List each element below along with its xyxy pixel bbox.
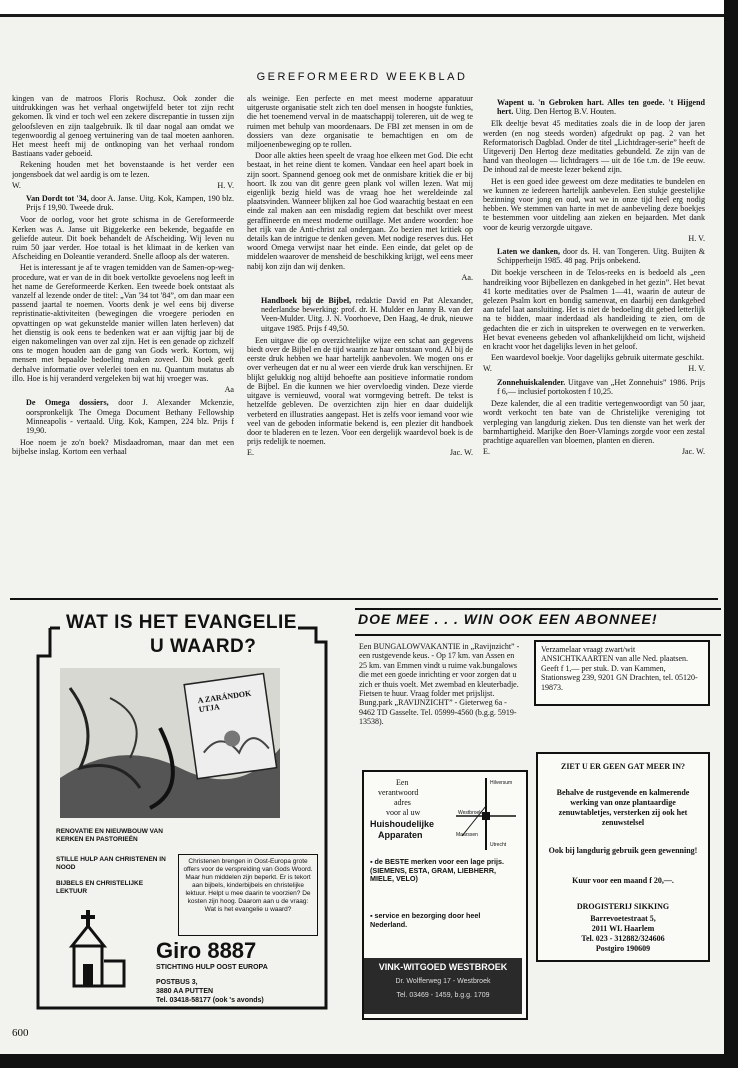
paragraph: Dit boekje verscheen in de Telos-reeks en is bedoeld als „een handreiking voor Bijbellezen en dankgebed in het gezin”. Het bevat 41 korte meditaties over de Psalmen 1—41, waarin de auteur de gelezen Psalm kort en bondig samenvat, en daarbij een dankgebed aan tafel laat aansluiting. Het is niet de bedoeling dit gebed letterlijk na te bidden, maar inderdaad als handleiding te zien, om de gedachten die er zich in uitspreken te overwegen en te verwerken. Het bevat eveneens gebeden vol afhankelijkheid om licht, wijsheid en kracht voor het dagelijks leven in het geloof.	[483, 268, 705, 352]
signature-right: Aa	[224, 385, 234, 395]
ad-line: verantwoord	[378, 788, 419, 797]
shop-name: VINK-WITGOED WESTBROEK	[378, 962, 508, 972]
ad-drogisterij-sikking	[536, 752, 710, 962]
page-number: 600	[12, 1027, 29, 1039]
signature-right: H. V.	[688, 233, 705, 243]
scan-top-edge	[0, 14, 738, 17]
ad-line: Huishoudelijke	[370, 819, 435, 829]
map-label-hilversum: Hilversum	[490, 780, 513, 786]
map-label-maarssen: Maarssen	[456, 832, 478, 838]
church-icon	[66, 906, 136, 1006]
ad-kaarten-text: Verzamelaar vraagt zwart/wit ANSICHTKAARTEN van alle Ned. plaatsen. Geeft f 1,— per stuk. D. van Kammen, Stationsweg 239, 9201 GN Drachten, tel. 05120-19873.	[541, 645, 698, 692]
ad-bungalow-text: Een BUNGALOWVAKANTIE in „Ravijnzicht” - een rustgevende keus. - Op 17 km. van Assen en 25 km. van Emmen vindt u ruime vak.bungalows die met een goede inrichting er voor zorgen dat u zich er thuis voelt. Met zwembad en kleuterbadje. Fietsen te huur. Vraag folder met prijslijst. Bung.park „RAVIJNZICHT” - Gieterweg 6a - 9462 TD Gasselte. Tel. 05999-4560 (b.g.g. 5919-13538).	[359, 642, 520, 727]
signature-right: H. V.	[688, 364, 705, 374]
shop-phone: Tel. 03469 - 1459, b.g.g. 1709	[396, 992, 490, 999]
giro-number: Giro 8887	[156, 938, 257, 963]
ad-item-renovatie: RENOVATIE EN NIEUWBOUW VAN KERKEN EN PASTORIEËN	[56, 828, 163, 843]
review-heading	[12, 398, 234, 435]
review-title: De Omega dossiers,	[26, 398, 109, 408]
review-meta: door ds. H. van Tongeren. Uitg. Buijten & Schipperheijn 1985. 48 pag. Prijs onbekend.	[497, 247, 705, 266]
paragraph: kingen van de matroos Floris Rochusz. Ook zonder die uitdrukkingen was het verhaal ongetwijfeld beter tot zijn recht gekomen. Ik vind er toch wel een zekere discrepantie in tussen zijn geloofsleven en zijn taalgebruik. Ik til daar nogal aan omdat we tegenwoordig al genoeg vertuinering van de taal moeten aanhoren. Het meest heeft mij de ontknoping van het verhaal rondom Bastiaans vader geboeid.	[12, 94, 234, 159]
signature	[483, 447, 705, 456]
map-label-westbroek: Westbroek	[458, 810, 482, 816]
ad-bullet-1: ▪ de BESTE merken voor een lage prijs. (SIEMENS, ESTA, GRAM, LIEBHERR, MIELE, VELO)	[370, 857, 504, 884]
review-title: Handboek bij de Bijbel,	[261, 296, 352, 306]
ad-body-text: Christenen brengen in Oost-Europa grote offers voor de verspreiding van Gods Woord. Maar hun middelen zijn beperkt. Er is tekort aan bijbels, kinderbijbels en christelijke lektuur. Helpt u mee daarin te voorzien? De kosten zijn hoog. Daarom aan u de vraag: Wat is het evangelie u waard?	[178, 854, 318, 936]
scan-bottom-edge	[0, 1054, 738, 1068]
ad-sikking-line-4: Kuur voor een maand f 20,—.	[572, 876, 674, 885]
review-title: Zonnehuiskalender.	[497, 377, 566, 387]
review-heading	[483, 98, 705, 116]
ad-bullet-2: ▪ service en bezorging door heel Nederland.	[370, 911, 481, 929]
signature	[483, 364, 705, 373]
ad-sikking-line-2: Behalve de rustgevende en kalmerende werking van onze plantaardige zenuwtabletjes, versterken zij ook het zenuwstelsel	[556, 788, 690, 827]
bullet-text: service en bezorging door heel Nederland.	[370, 911, 481, 929]
paragraph: Rekening houden met het bovenstaande is het verder een jongensboek dat wel aardig is om te lezen.	[12, 160, 234, 179]
signature	[247, 273, 473, 282]
review-meta: Uitgave van „Het Zonnehuis” 1986. Prijs f 6,— inclusief portokosten f 10,25.	[497, 377, 705, 396]
paragraph: Het is een goed idee geweest om deze meditaties te bundelen en we kunnen ze iedereen hartelijk aanbevelen. Een stukje geestelijke bezinning voor jong en oud, wat we in onze tijd heel erg nodig hebben. We stemmen van harte in met de aanbeveling deze boekjes te bestemmen voor uitdeling aan zieken en bejaarden. Met dank voor de keurig verzorgde uitgave.	[483, 176, 705, 232]
bullet-text: de BESTE merken voor een lage prijs. (SIEMENS, ESTA, GRAM, LIEBHERR, MIELE, VELO)	[370, 857, 504, 884]
paragraph: Door alle akties heen speelt de vraag hoe elkeen met God. Die echt bestaat, in het reine dient te komen. Vandaar een heel apart boek in zijn soort. Spannend genoeg ook met de onmisbare kritiek die er bij hoort. Ik zou van dit genre geen plank vol willen lezen. Wat mij eigenlijk bezig hield was de vraag hoe het wereldeinde zal plaatsvinden. Wanneer blijken zal hoe God waarachtig bestaat en een einde zal maken aan een misdadig regiem dat beschikt over meest geraffineerde en meest moderne outillage. Met andere woorden: hoe het rijk van de Anti-christ zal ondergaan. Zo bezien met kritiek op details kan de intrigue te denken geven. Met nodige reserves dus. Het woord Omega verwijst naar het einde. Een einde, dat gelet op de middelen waarover de mensheid de beschikking krijgt, wel eens meer nabij kon zijn dan wij denken.	[247, 151, 473, 271]
ad-line: Apparaten	[378, 830, 423, 840]
signature-right: H. V.	[217, 180, 234, 190]
ad-sikking-giro: Postgiro 190609	[595, 944, 651, 953]
review-meta: Uitg. Den Hertog B.V. Houten.	[515, 107, 616, 117]
ad-sikking-city: 2011 WL Haarlem	[591, 924, 655, 933]
ad-bungalow-ravijnzicht	[355, 640, 527, 754]
stichting-name: STICHTING HULP OOST EUROPA	[156, 964, 268, 971]
book-title: A ZARÁNDOK UTJA	[197, 688, 252, 715]
signature	[483, 234, 705, 243]
ad-line: adres	[394, 798, 411, 807]
review-meta: redaktie David en Pat Alexander, nederlandse bewerking: prof. dr. H. Mulder en Janny B. van der Veen-Mulder. Uitg. J. N. Voorhoeve, Den Haag, 4e druk, nieuwe uitgave 1985. Prijs f 49,50.	[261, 296, 473, 333]
signature	[247, 448, 473, 457]
section-divider	[10, 598, 718, 600]
review-heading	[483, 378, 705, 396]
review-meta: door J. Alexander Mckenzie, oorspronkelijk The Omega Document Bethany Fellowship Minneapolis - vertaald. Uitg. Kok, Kampen, 224 blz. Prijs f 19,90.	[26, 398, 234, 435]
ad-hulp-oost-europa	[30, 606, 338, 1018]
review-title: Van Dordt tot '34,	[26, 194, 89, 204]
signature-left: E.	[483, 447, 490, 457]
signature	[12, 385, 234, 394]
signature-right: Jac. W.	[449, 448, 473, 458]
masthead: GEREFORMEERD WEEKBLAD	[256, 71, 468, 83]
ad-ansichtkaarten	[534, 640, 710, 706]
ad-headline-1: WAT IS HET EVANGELIE	[66, 612, 297, 633]
paragraph: Hoe noem je zo'n boek? Misdaadroman, maar dan met een bijbelse inslag. Kortom een verhaal	[12, 438, 234, 457]
ad-item-stille-hulp: STILLE HULP AAN CHRISTENEN IN NOOD	[56, 856, 166, 871]
ad-sikking-phone: Tel. 023 - 312882/324606	[581, 934, 665, 943]
signature	[12, 181, 234, 190]
review-heading	[247, 296, 473, 333]
paragraph: Elk deeltje bevat 45 meditaties zoals die in de loop der jaren werden (en nog steeds worden) afgedrukt op pag. 2 van het Reformatorisch Dagblad. Onder de titel „Lichtdrager-serie” heeft de Uitgeverij Den Hertog deze meditaties gebundeld. Ze zijn van de hand van theologen — lichtdragers — uit de 16e t.m. de 19e eeuw. De inhoud zal de meeste lezer bekend zijn.	[483, 119, 705, 175]
review-heading	[483, 247, 705, 265]
ad-sikking-shop: DROGISTERIJ SIKKING	[576, 902, 670, 911]
paragraph: Deze kalender, die al een traditie vertegenwoordigt van 50 jaar, wordt verkocht ten bate van de Christelijke vereniging tot verpleging van langdurig zieken. Dus ten dienste van het werk der barmhartigheid. Marijke den Boer-Vlamings zorgde voor een zestal prachtige aquarellen van bloemen, planten en dieren.	[483, 399, 705, 445]
review-meta: door A. Janse. Uitg. Kok, Kampen, 190 blz. Prijs f 19,90. Tweede druk.	[26, 194, 234, 213]
ad-line: voor al uw	[386, 808, 421, 817]
ad-line: Een	[396, 778, 409, 787]
paragraph: Een waardevol boekje. Voor dagelijks gebruik uitermate geschikt.	[491, 353, 704, 363]
column-1	[12, 94, 234, 596]
phone-number: Tel. 03418-58177 (ook 's avonds)	[156, 997, 264, 1004]
ad-sikking-street: Barrevoetestraat 5,	[590, 914, 656, 923]
signature-left: W.	[12, 180, 21, 190]
paragraph: Het is interessant je af te vragen temidden van de Samen-op-weg-procedure, wat er van de in dit boek vertolkte gevoelens nog leeft in het name de Gereformeerde Kerken. Een tweede boek ontstaat als vanzelf al lezende onder de titel: „Van '34 tot '84”, om dan maar een passend jaartal te noemen. Voorts denk je wel eens bij diverse repristinatie-aktiviteiten (bewegingen die vroegere perioden en opvattingen op wat gekunstelde manier willen laten herleven) dat het dienstig is ook eens te bedenken wat er aan vijftig jaar bij de eigen nakomelingen van over zal zijn. Het is een genade op zichzelf ons te mogen houden aan de gang van Gods werk. Kortom, wij mensen met bepaalde bedoeling maken zoveel. Dit boek geeft derhalve informatie over velerlei toen en nu. Quantum mutatus ab illo. Hoe is hij veranderd vergeleken bij wat hij vroeger was.	[12, 263, 234, 383]
ad-sikking-line-3: Ook bij langdurig gebruik geen gewenning!	[548, 846, 698, 855]
column-3	[483, 94, 705, 596]
paragraph: Een uitgave die op overzichtelijke wijze een schat aan gegevens biedt over de Bijbel en de tijd waarin ze haar ontstaan vond. Al bij de eerste druk hebben we haar hartelijk aanbevolen. We mogen ons er over verheugen dat er nu al weer een vierde druk kan verschijnen. Er blijkt gelukkig nog altijd behoefte aan positieve informatie rondom de Bijbel. En die kunnen we hier overvloedig vinden. Deze vierde uitgave is vernieuwd, vooral wat vormgeving betreft. De tekst is hetzelfde gebleven. De overzichten zijn hier en daar duidelijk verbeterd en illustraties aangepast. Het is zelfs voor iemand voor wie veel van de geboden informatie bekend is, een plezier dit handboek door te bladeren en te lezen. Voor een dergelijk waardevol boek is de prijs redelijk te noemen.	[247, 335, 473, 447]
paragraph: Voor de oorlog, voor het grote schisma in de Gereformeerde Kerken was A. Janse uit Biggekerke een bekende, begaafde en geliefde auteur. Dit boek behandelt de Afscheiding. Wij leven nu ruim 50 jaar verder. Hoe totaal is het klimaat in de kerken van Afscheiding en Doleantie veranderd. Snelle afloop als der wateren.	[12, 215, 234, 262]
review-title: Wapent u. 'n Gebroken hart. Alles ten goede. 't Hijgend hert.	[497, 98, 705, 117]
review-title: Laten we danken,	[497, 247, 560, 257]
map-label-utrecht: Utrecht	[490, 842, 507, 848]
signature-left: E.	[247, 448, 254, 458]
address-line-1: POSTBUS 3,	[156, 979, 198, 986]
ad-vink-witgoed	[362, 770, 528, 1020]
shop-street: Dr. Wolfferweg 17 - Westbroek	[395, 978, 491, 985]
ad-doe-mee-text: DOE MEE . . . WIN OOK EEN ABONNEE!	[358, 611, 658, 627]
address-line-2: 3880 AA PUTTEN	[156, 988, 214, 995]
ad-headline-2: U WAARD?	[150, 636, 257, 657]
paragraph: als weinige. Een perfecte en met meest moderne apparatuur uitgeruste organisatie stelt zich ten doel mensen in hoogste funkties, die het toenemend verval in de maatschappij tolereren, uit de weg te ruimen met behulp van moordenaars. De FBI zet mensen in om de dossiers van deze organisatie te bemachtigen en om de miljoenenbeweging op te rollen.	[247, 94, 473, 150]
review-heading	[12, 194, 234, 212]
ad-item-bijbels: BIJBELS EN CHRISTELIJKE LEKTUUR	[56, 880, 144, 895]
signature-right: Aa.	[461, 272, 473, 282]
ad-sikking-headline: ZIET U ER GEEN GAT MEER IN?	[560, 762, 686, 771]
signature-right: Jac. W.	[681, 447, 705, 457]
scan-right-edge	[724, 0, 738, 1068]
column-2	[247, 94, 473, 596]
signature-left: W.	[483, 364, 492, 374]
